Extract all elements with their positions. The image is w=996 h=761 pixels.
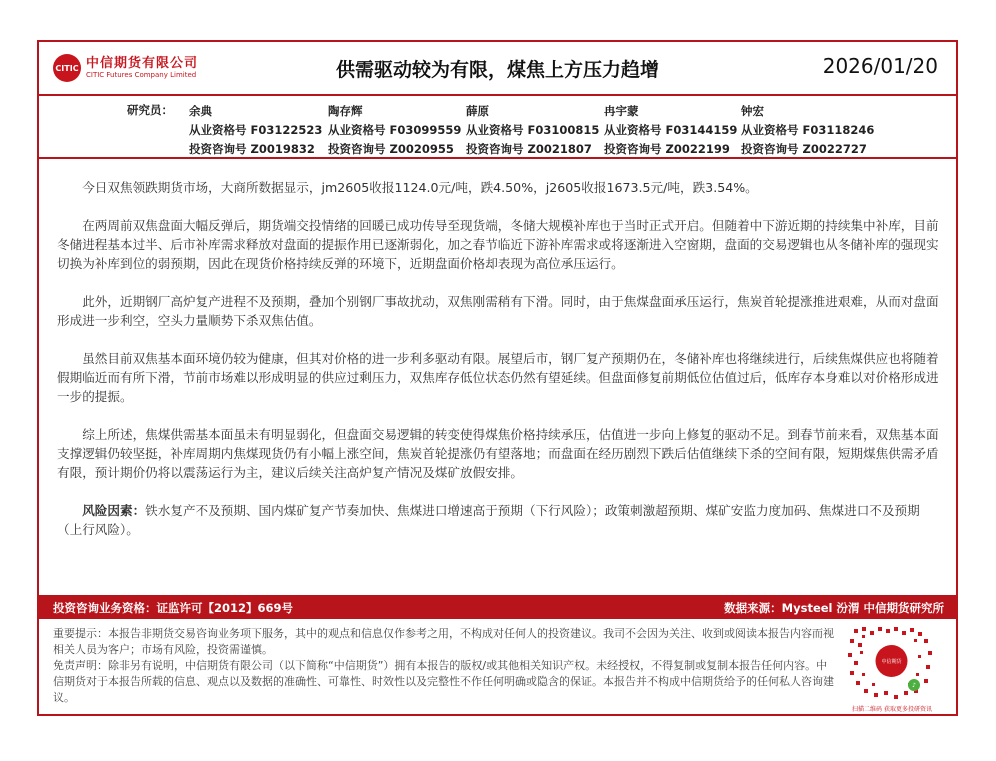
qualification-number: 从业资格号 F03100815	[466, 123, 600, 137]
researcher-entry	[189, 102, 322, 159]
paragraph-steel-demand: 此外，近期钢厂高炉复产进程不及预期，叠加个别钢厂事故扰动，双焦刚需稍有下滑。同时，由于焦煤盘面承压运行，焦炭首轮提涨推进艰难，从而对盘面形成进一步利空，空头力量顺势下杀双焦估值。	[57, 294, 939, 328]
footer-bar	[39, 595, 956, 619]
svg-text:♪: ♪	[912, 682, 916, 689]
qualification-number: 从业资格号 F03144159	[604, 123, 738, 137]
report-title: 供需驱动较为有限，煤焦上方压力趋增	[335, 59, 659, 81]
researcher-entry	[328, 102, 461, 159]
qualification-number: 从业资格号 F03118246	[741, 123, 875, 137]
report-header	[39, 42, 956, 96]
disclaimer	[53, 626, 835, 706]
data-source: 数据来源：Mysteel 汾渭 中信期货研究所	[724, 601, 944, 615]
paragraph-market-summary: 今日双焦领跌期货市场，大商所数据显示，jm2605收报1124.0元/吨，跌4.50%，j2605收报1673.5元/吨，跌3.54%。	[82, 180, 758, 195]
paragraph-risk	[57, 501, 941, 539]
researcher-entry	[604, 102, 737, 159]
researcher-entry	[741, 102, 874, 159]
logo-english-name: CITIC Futures Company Limited	[86, 71, 197, 79]
researcher-name: 冉宇蒙	[604, 104, 639, 118]
report-body	[57, 178, 941, 558]
report-date: 2026/01/20	[822, 54, 938, 78]
researcher-name: 钟宏	[741, 104, 764, 118]
researcher-name: 余典	[189, 104, 212, 118]
qr-caption: 扫描二维码 获取更多投研资讯	[852, 706, 932, 713]
researcher-name: 陶存辉	[328, 104, 363, 118]
researcher-section	[39, 97, 956, 159]
consult-number: 投资咨询号 Z0021807	[466, 142, 592, 156]
consult-number: 投资咨询号 Z0019832	[189, 142, 315, 156]
consult-number: 投资咨询号 Z0020955	[328, 142, 454, 156]
important-notice: 重要提示：本报告非期货交易咨询业务项下服务，其中的观点和信息仅作参考之用，不构成对任何人的投资建议。我司不会因为关注、收到或阅读本报告内容而视相关人员为客户；市场有风险，投资需谨慎。	[53, 627, 834, 656]
risk-label: 风险因素：	[82, 503, 146, 518]
qr-center-label: 中信期货	[881, 659, 902, 665]
license-text: 投资咨询业务资格：证监许可【2012】669号	[53, 601, 294, 615]
paragraph-outlook: 虽然目前双焦基本面环境仍较为健康，但其对价格的进一步利多驱动有限。展望后市，钢厂复产预期仍在，冬储补库也将继续进行，后续焦煤供应也将随着假期临近而有所下滑，节前市场难以形成明显的供应过剩压力，双焦库存低位状态仍然有望延续。但盘面修复前期低位估值过后，低库存本身难以对价格形成进一步的提振。	[57, 351, 939, 404]
disclaimer-statement: 免责声明：除非另有说明，中信期货有限公司（以下简称“中信期货”）拥有本报告的版权/或其他相关知识产权。未经授权，不得复制或复制本报告任何内容。中信期货对于本报告所载的信息、观点以及数据的准确性、可靠性、时效性以及完整性不作任何明确或隐含的保证。本报告并不构成中信期货给予的任何私人咨询建议。	[53, 659, 834, 704]
consult-number: 投资咨询号 Z0022199	[604, 142, 730, 156]
qualification-number: 从业资格号 F03099559	[328, 123, 462, 137]
consult-number: 投资咨询号 Z0022727	[741, 142, 867, 156]
researcher-name: 薛原	[466, 104, 489, 118]
report-frame	[37, 40, 958, 716]
qualification-number: 从业资格号 F03122523	[189, 123, 323, 137]
citic-logo-icon: CITIC	[53, 54, 81, 82]
risk-text: 铁水复产不及预期、国内煤矿复产节奏加快、焦煤进口增速高于预期（下行风险）；政策刺激超预期、煤矿安监力度加码、焦煤进口不及预期（上行风险）。	[57, 503, 920, 537]
paragraph-rebound-logic: 在两周前双焦盘面大幅反弹后，期货端交投情绪的回暖已成功传导至现货端，冬储大规模补库也于当时正式开启。但随着中下游近期的持续集中补库，目前冬储进程基本过半、后市补库需求释放对盘面的提振作用已逐渐弱化，加之春节临近下游补库需求或将逐渐进入空窗期，盘面的交易逻辑也从冬储补库的强现实切换为补库到位的弱预期，因此在现货价格持续反弹的环境下，近期盘面价格却表现为高位承压运行。	[57, 218, 939, 271]
paragraph-conclusion: 综上所述，焦煤供需基本面虽未有明显弱化，但盘面交易逻辑的转变使得煤焦价格持续承压，估值进一步向上修复的驱动不足。到春节前来看，双焦基本面支撑逻辑仍较坚挺，补库周期内焦煤现货仍有小幅上涨空间，焦炭首轮提涨仍有望落地；而盘面在经历剧烈下跌后估值继续下杀的空间有限，短期煤焦供需矛盾有限，预计期价仍将以震荡运行为主，建议后续关注高炉复产情况及煤矿放假安排。	[57, 427, 939, 480]
logo-chinese-name: 中信期货有限公司	[86, 56, 199, 71]
researcher-entry	[466, 102, 599, 159]
researcher-label: 研究员：	[127, 103, 173, 117]
qr-code-icon[interactable]	[844, 625, 939, 703]
